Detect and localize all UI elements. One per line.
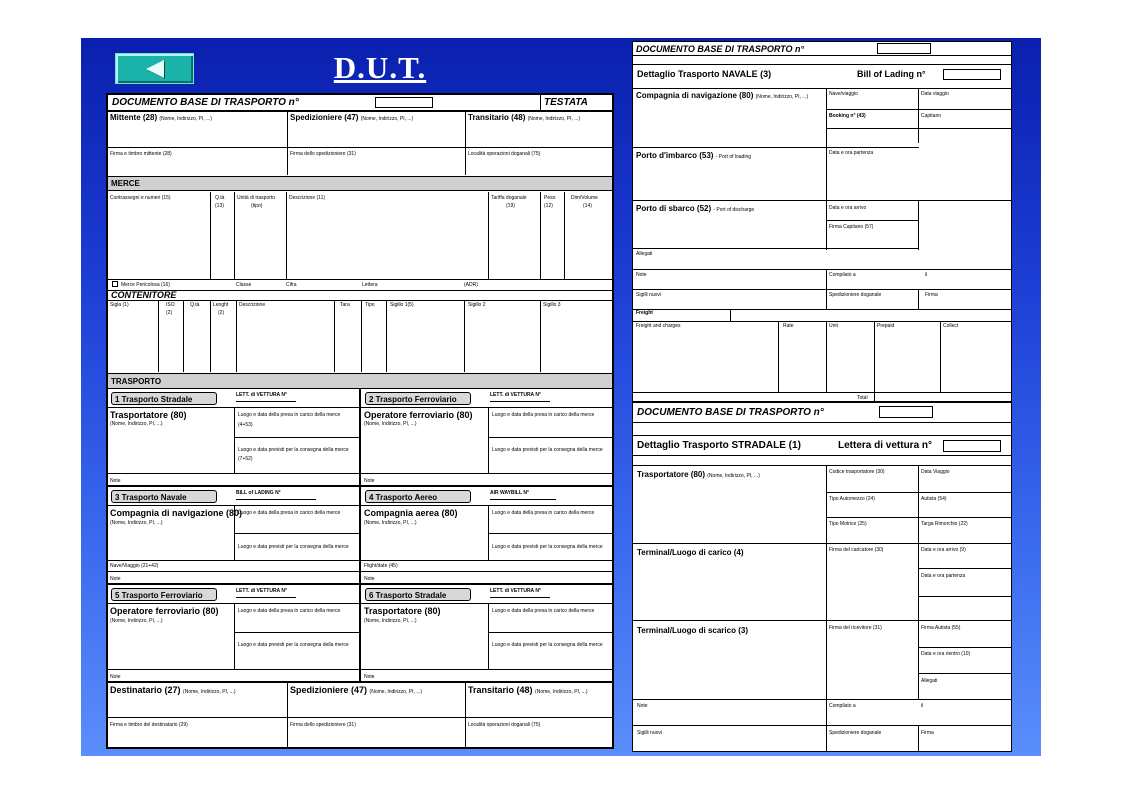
iso-label: ISO	[166, 302, 175, 308]
localita-bottom-label: Località operazioni doganali (75)	[468, 722, 541, 728]
classe-label: Classe	[236, 282, 252, 288]
firma-autista-label: Firma Autista (55)	[921, 625, 961, 631]
lenght-num: (2)	[218, 310, 225, 316]
document-number-field[interactable]	[375, 97, 433, 108]
luogo-consegna-1-num: (7+52)	[238, 456, 253, 462]
merce-heading: MERCE	[111, 179, 140, 188]
descrizione-label: Descrizione	[239, 302, 266, 308]
trasportatore-1-sub: (Nome, Indirizzo, PI, ...)	[110, 421, 163, 427]
bill-lading-label: BILL of LADING N°	[236, 490, 281, 496]
trasporto-band	[108, 373, 612, 389]
stradale-number-field[interactable]	[879, 406, 933, 418]
stradale-dettaglio: Dettaglio Trasporto STRADALE (1)	[637, 440, 801, 451]
dim-label: Dim/Volume	[571, 195, 598, 201]
page-title: D.U.T.	[333, 50, 427, 85]
bill-of-lading-label: Bill of Lading n°	[857, 69, 926, 79]
nave-viaggio-label: Nave/Viaggio (21+42)	[110, 563, 159, 569]
trasporto-ferroviario-2-tab[interactable]: 2 Trasporto Ferroviario	[365, 392, 471, 405]
note-1: Note	[110, 478, 121, 484]
navale-firma-label: Firma	[925, 292, 938, 298]
sigla-label: Sigla (1)	[110, 302, 129, 308]
luogo-consegna-5: Luogo e data previsti per la consegna della merce	[238, 642, 349, 648]
freight-charges-label: Freight and charges	[636, 323, 681, 329]
adr-label: (ADR)	[464, 282, 478, 288]
collect-label: Collect	[943, 323, 959, 329]
porto-imbarco-label: Porto d'imbarco (53) - Port of loading	[636, 151, 752, 160]
luogo-consegna-6: Luogo e data previsti per la consegna della merce	[492, 642, 603, 648]
codice-trasportatore-label: Codice trasportatore (30)	[829, 469, 885, 475]
stradale-firma-label: Firma	[921, 730, 934, 736]
capitano-label: Capitano	[921, 113, 942, 119]
sigillo2-label: Sigillo 2	[468, 302, 486, 308]
data-arrivo-label: Data e ora arrivo	[829, 205, 867, 211]
firma-mittente-label: Firma e timbro mittente (28)	[110, 151, 172, 157]
navale-dettaglio: Dettaglio Trasporto NAVALE (3)	[637, 69, 772, 79]
stradale-form	[632, 402, 1012, 752]
lettera-vettura-label: Lettera di vettura n°	[838, 440, 933, 451]
header-title: DOCUMENTO BASE DI TRASPORTO n°	[112, 97, 299, 108]
note-6: Note	[364, 674, 375, 680]
bill-of-lading-field[interactable]	[943, 69, 1001, 80]
airway-bill-label: AIR WAYBILL N°	[490, 490, 529, 496]
merce-pericolosa-label: Merce Pericolosa (16)	[121, 282, 170, 288]
luogo-presa-2: Luogo e data della presa in carico della merce	[492, 412, 595, 418]
data-rientro-label: Data e ora rientro (10)	[921, 651, 971, 657]
spedizioniere-bottom-label: Spedizioniere (47) (Nome, Indirizzo, PI, ...)	[290, 685, 423, 695]
trasportatore-1-label: Trasportatore (80)	[110, 410, 187, 420]
stradale-sigilli-label: Sigilli nuovi	[637, 730, 663, 736]
data-viaggio-label: Data viaggio	[921, 91, 949, 97]
operatore-2-sub: (Nome, Indirizzo, PI, ...)	[364, 421, 417, 427]
targa-rimorchio-label: Targa Rimorchio (22)	[921, 521, 968, 527]
stradale-data-arrivo-label: Data e ora arrivo (9)	[921, 547, 966, 553]
terminal-scarico-label: Terminal/Luogo di scarico (3)	[637, 626, 748, 635]
stradale-compilato-label: Compilato a	[829, 703, 856, 709]
operatore-2-label: Operatore ferroviario (80)	[364, 410, 473, 420]
iso-num: (2)	[166, 310, 173, 316]
localita-label: Località operazioni doganali (75)	[468, 151, 541, 157]
trasporto-stradale-6-tab[interactable]: 6 Trasporto Stradale	[365, 588, 471, 601]
lett-vettura-5-label: LETT. di VETTURA N°	[236, 588, 287, 594]
sigillo1-label: Sigillo 1(5)	[390, 302, 414, 308]
spedizioniere-label: Spedizioniere (47) (Nome, Indirizzo, PI, ...)	[290, 113, 414, 122]
dut-main-form	[106, 93, 614, 749]
luogo-presa-1-num: (4+53)	[238, 422, 253, 428]
luogo-presa-6: Luogo e data della presa in carico della merce	[492, 608, 595, 614]
luogo-consegna-1: Luogo e data previsti per la consegna della merce	[238, 447, 349, 453]
unit-label: Unit	[829, 323, 838, 329]
compagnia-navigazione-label: Compagnia di navigazione (80) (Nome, Indirizzo, PI, ...)	[636, 91, 809, 100]
tariffa-num: (19)	[506, 203, 515, 209]
tipo-automezzo-label: Tipo Automezzo (24)	[829, 496, 875, 502]
note-3: Note	[110, 576, 121, 582]
navale-header: DOCUMENTO BASE DI TRASPORTO n°	[636, 44, 805, 54]
stradale-data-partenza-label: Data e ora partenza	[921, 573, 966, 579]
tariffa-label: Tariffa doganale	[491, 195, 527, 201]
luogo-presa-4: Luogo e data della presa in carico della merce	[492, 510, 595, 516]
qta-num: (13)	[215, 203, 224, 209]
note-2: Note	[364, 478, 375, 484]
testata-label: TESTATA	[544, 97, 588, 108]
firma-caricatore-label: Firma del caricatore (30)	[829, 547, 884, 553]
note-4: Note	[364, 576, 375, 582]
tara-label: Tara	[340, 302, 350, 308]
terminal-carico-label: Terminal/Luogo di carico (4)	[637, 548, 744, 557]
rate-label: Rate	[783, 323, 794, 329]
firma-spedizioniere-label: Firma dello spedizioniere (31)	[290, 151, 356, 157]
lettera-vettura-field[interactable]	[943, 440, 1001, 452]
mittente-label: Mittente (28) (Nome, Indirizzo, PI, ...)	[110, 113, 212, 122]
merce-band	[108, 176, 612, 191]
lett-vettura-6-label: LETT. di VETTURA N°	[490, 588, 541, 594]
destinatario-label: Destinatario (27) (Nome, Indirizzo, PI, ...)	[110, 685, 236, 695]
booking-label: Booking n° (43)	[829, 113, 866, 119]
autista-label: Autista (54)	[921, 496, 947, 502]
luogo-consegna-2: Luogo e data previsti per la consegna della merce	[492, 447, 603, 453]
luogo-presa-3: Luogo e data della presa in carico della merce	[238, 510, 341, 516]
navale-note-label: Note	[636, 272, 647, 278]
total-label: Total	[857, 395, 868, 401]
freight-label: Freight	[636, 310, 653, 316]
unita-label: Unità di trasporto	[237, 195, 276, 201]
lenght-label: Lenght	[213, 302, 229, 308]
navale-number-field[interactable]	[877, 43, 931, 54]
sigillo3-label: Sigillo 3	[543, 302, 561, 308]
luogo-presa-1: Luogo e data della presa in carico della merce	[238, 412, 341, 418]
unita-tipo: (tipo)	[251, 203, 263, 209]
navale-compilato-label: Compilato a	[829, 272, 856, 278]
firma-destinatario-label: Firma e timbro del destinatario (29)	[110, 722, 188, 728]
merce-pericolosa-checkbox[interactable]	[112, 281, 118, 287]
firma-capitano-label: Firma Capitano (57)	[829, 224, 874, 230]
contrassegni-label: Contrassegni e numeri (15)	[110, 195, 171, 201]
navale-sigilli-label: Sigilli nuovi	[636, 292, 662, 298]
peso-label: Peso	[544, 195, 556, 201]
trasporto-aereo-4-tab[interactable]: 4 Trasporto Aereo	[365, 490, 471, 503]
navale-form	[632, 41, 1012, 402]
navale-allegati-label: Allegati	[636, 251, 653, 257]
lettera-label: Lettera	[362, 282, 378, 288]
trasportatore-6-sub: (Nome, Indirizzo, PI, ...)	[364, 618, 417, 624]
data-partenza-label: Data e ora partenza	[829, 150, 874, 156]
stradale-data-viaggio-label: Data Viaggio	[921, 469, 950, 475]
luogo-consegna-4: Luogo e data previsti per la consegna della merce	[492, 544, 603, 550]
compagnia-nav-3-sub: (Nome, Indirizzo, PI, ...)	[110, 520, 163, 526]
stradale-note-label: Note	[637, 703, 648, 709]
qta2-label: Q.tà	[190, 302, 200, 308]
trasporto-heading: TRASPORTO	[111, 377, 162, 386]
descrizione11-label: Descrizione (11)	[289, 195, 326, 201]
navale-il-label: il	[925, 272, 928, 278]
trasporto-stradale-1-tab[interactable]: 1 Trasporto Stradale	[111, 392, 217, 405]
operatore-5-label: Operatore ferroviario (80)	[110, 606, 219, 616]
firma-spedizioniere-bottom-label: Firma dello spedizioniere (31)	[290, 722, 356, 728]
cifra-label: Cifra	[286, 282, 297, 288]
contenitore-heading: CONTENITORE	[111, 290, 177, 300]
trasportatore-6-label: Trasportatore (80)	[364, 606, 441, 616]
stradale-spedizioniere-label: Spedizioniere doganale	[829, 730, 882, 736]
nave-viaggio-field-label: Nave/viaggio	[829, 91, 858, 97]
firma-ricevitore-label: Firma del ricevitore (31)	[829, 625, 882, 631]
transitario-label: Transitario (48) (Nome, Indirizzo, PI, ...)	[468, 113, 581, 122]
navale-spedizioniere-label: Spedizioniere doganale	[829, 292, 882, 298]
flight-date-label: Flight/date (45)	[364, 563, 398, 569]
trasporto-ferroviario-5-tab[interactable]: 5 Trasporto Ferroviario	[111, 588, 217, 601]
porto-sbarco-label: Porto di sbarco (52) - Port of discharge	[636, 204, 755, 213]
compagnia-aerea-4-sub: (Nome, Indirizzo, PI, ...)	[364, 520, 417, 526]
luogo-consegna-3: Luogo e data previsti per la consegna della merce	[238, 544, 349, 550]
trasporto-navale-3-tab[interactable]: 3 Trasporto Navale	[111, 490, 217, 503]
stradale-il-label: il	[921, 703, 924, 709]
luogo-presa-5: Luogo e data della presa in carico della merce	[238, 608, 341, 614]
stradale-trasportatore-label: Trasportatore (80) (Nome, Indirizzo, PI, ...)	[637, 470, 760, 479]
transitario-bottom-label: Transitario (48) (Nome, Indirizzo, PI, ...)	[468, 685, 588, 695]
operatore-5-sub: (Nome, Indirizzo, PI, ...)	[110, 618, 163, 624]
note-5: Note	[110, 674, 121, 680]
tipo-motrice-label: Tipo Motrice (25)	[829, 521, 867, 527]
qta-label: Q.tà	[215, 195, 225, 201]
lett-vettura-2-label: LETT. di VETTURA N°	[490, 392, 541, 398]
lett-vettura-1-label: LETT. di VETTURA N°	[236, 392, 287, 398]
tipo-label: Tipo	[365, 302, 375, 308]
peso-num: (12)	[544, 203, 553, 209]
stradale-header: DOCUMENTO BASE DI TRASPORTO n°	[637, 407, 824, 418]
back-button[interactable]	[115, 53, 194, 84]
compagnia-aerea-4-label: Compagnia aerea (80)	[364, 508, 458, 518]
dim-num: (14)	[583, 203, 592, 209]
compagnia-nav-3-label: Compagnia di navigazione (80)	[110, 508, 243, 518]
left-arrow-icon	[146, 60, 164, 78]
stradale-allegati-label: Allegati	[921, 678, 938, 684]
prepaid-label: Prepaid	[877, 323, 895, 329]
